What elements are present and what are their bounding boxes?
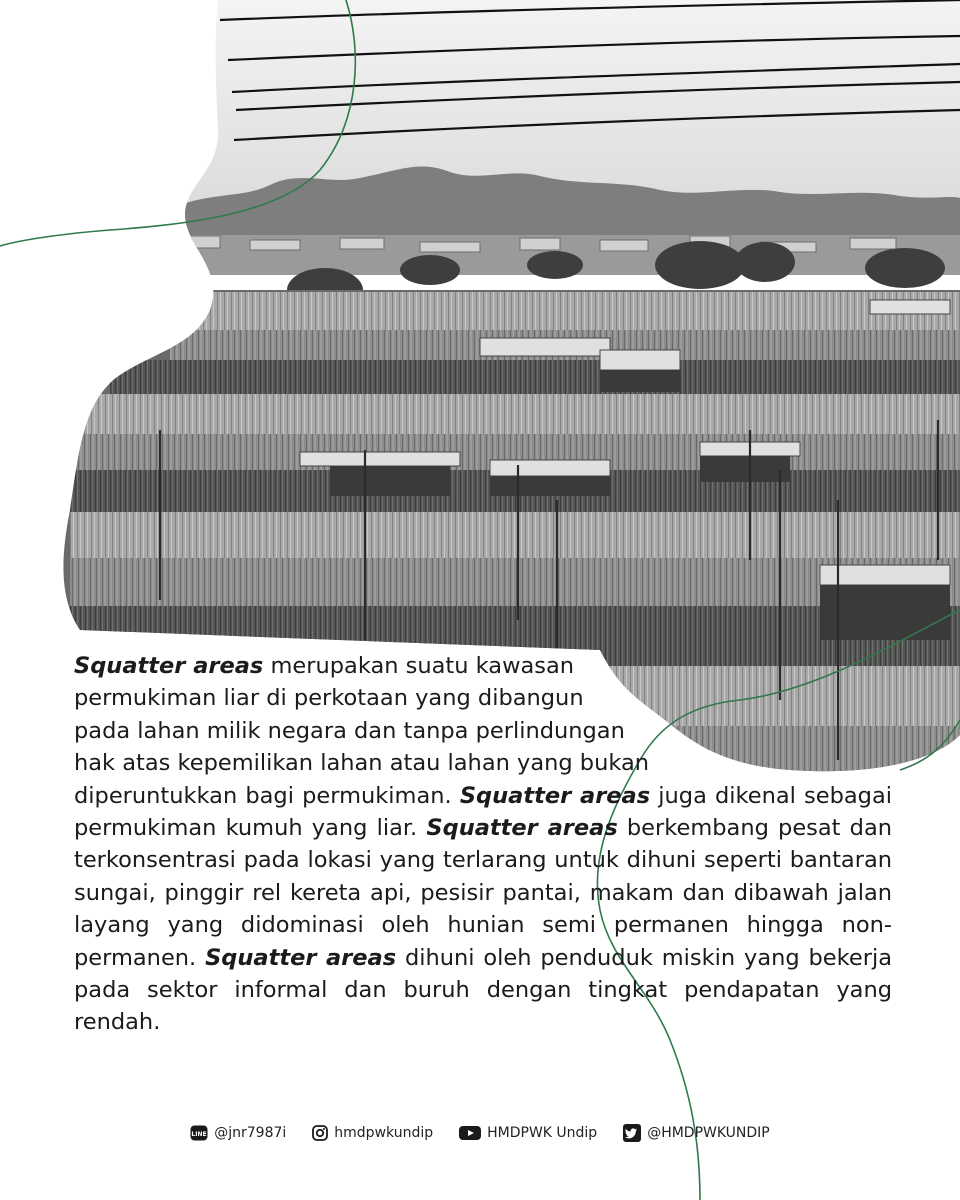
- keyword-squatter-areas: Squatter areas: [426, 815, 618, 842]
- social-instagram[interactable]: [312, 1125, 433, 1141]
- social-line[interactable]: [190, 1125, 286, 1141]
- svg-text:LINE: LINE: [191, 1131, 207, 1138]
- article-text: [74, 650, 892, 1039]
- youtube-icon: [459, 1125, 481, 1141]
- article-line-2: permukiman liar di perkotaan yang dibangun: [74, 685, 584, 712]
- twitter-icon: [623, 1124, 641, 1142]
- social-twitter[interactable]: [623, 1124, 770, 1142]
- line-handle: @jnr7987i: [214, 1125, 287, 1141]
- instagram-handle: hmdpwkundip: [334, 1125, 434, 1141]
- article-line-3: pada lahan milik negara dan tanpa perlindungan: [74, 717, 625, 744]
- keyword-squatter-areas: Squatter areas: [74, 653, 264, 679]
- article-line-4: hak atas kepemilikan lahan atau lahan yang bukan: [74, 750, 650, 777]
- keyword-squatter-areas: Squatter areas: [459, 782, 651, 809]
- twitter-handle: @HMDPWKUNDIP: [647, 1125, 770, 1141]
- instagram-icon: [312, 1125, 328, 1141]
- keyword-squatter-areas: Squatter areas: [205, 944, 397, 971]
- article-line-1: Squatter areas merupakan suatu kawasan: [74, 653, 575, 679]
- youtube-handle: HMDPWK Undip: [487, 1125, 598, 1141]
- article-paragraph: diperuntukkan bagi permukiman. Squatter areas juga dikenal sebagai permukiman kumuh yang liar. Squatter areas berkembang pesat dan terkonsentrasi pada lokasi yang terlarang untuk dihuni seperti bantaran sungai, pinggir rel kereta api, pesisir pantai, makam dan dibawah jalan layang yang didominasi oleh hunian semi permanen hingga non-permanen. Squatter areas dihuni oleh penduduk miskin yang bekerja pada sektor informal dan buruh dengan tingkat pendapatan yang rendah.: [74, 782, 893, 1036]
- line-app-icon: [190, 1125, 208, 1141]
- social-footer: [0, 1120, 960, 1146]
- social-youtube[interactable]: [459, 1125, 597, 1141]
